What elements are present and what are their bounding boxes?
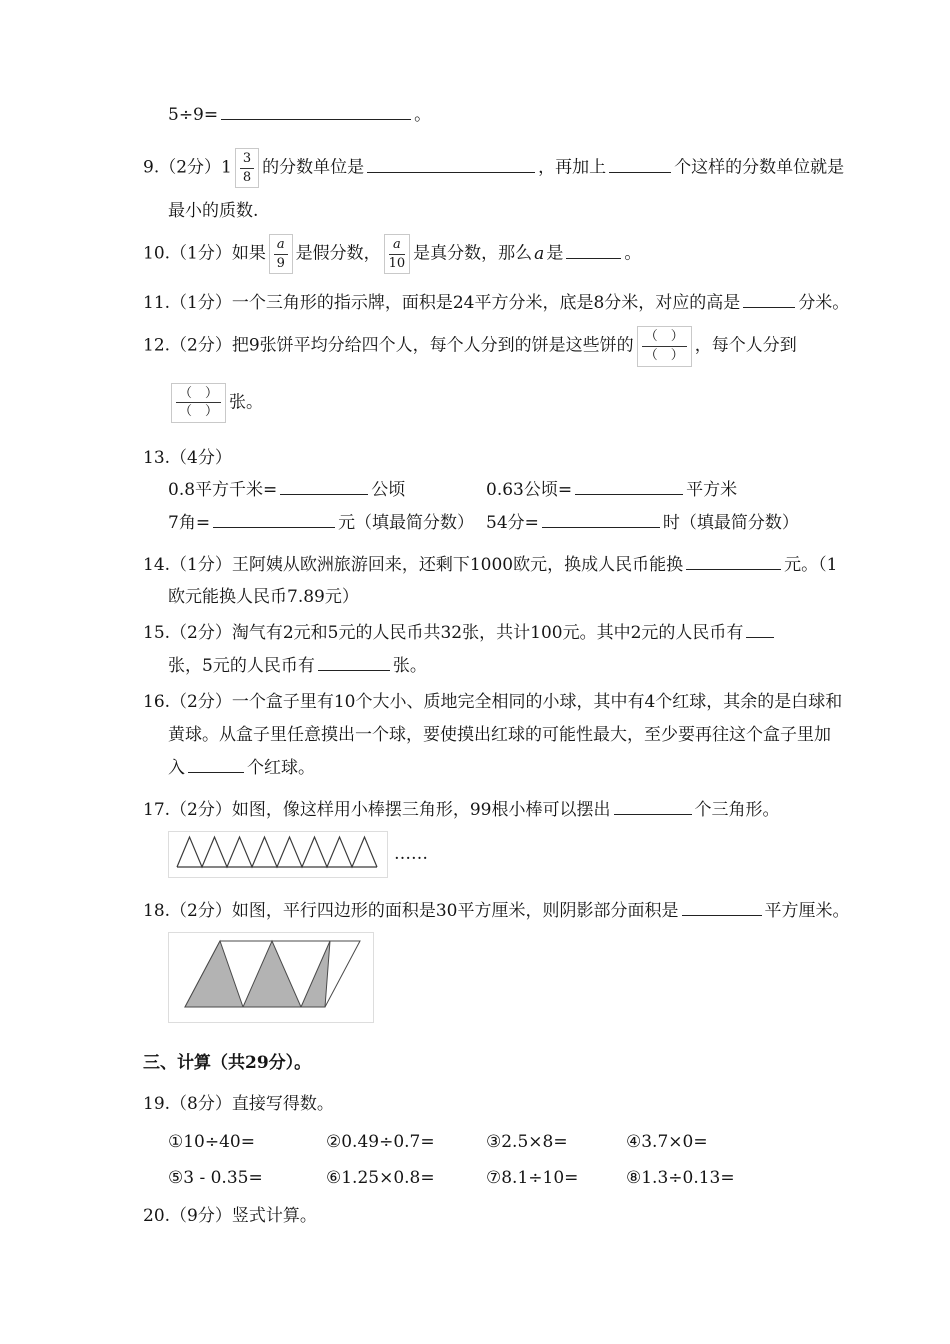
q20-number: 20.（9分） [143, 1205, 232, 1226]
q12-fraction1-numerator: （ ） [642, 329, 687, 347]
q10-variable: a [534, 243, 545, 264]
q9-text-3: 个这样的分数单位就是 [674, 157, 845, 178]
q17-answer-blank [614, 800, 692, 815]
q10-text-1: 如果 [231, 243, 266, 264]
q12-text-1: 把9张饼平均分给四个人，每个人分到的饼是这些饼的 [231, 335, 634, 356]
q12-line2 [168, 383, 890, 423]
q17-line [143, 797, 890, 823]
q9-answer-blank-2 [609, 158, 671, 173]
q13-item2-blank [575, 480, 683, 495]
q12-line1 [143, 326, 890, 366]
q19-item-6: ⑥1.25×0.8= [326, 1167, 435, 1188]
q11-text: 一个三角形的指示牌，面积是24平方分米，底是8分米，对应的高是 [231, 293, 741, 314]
q12-text-2: ，每个人分到 [694, 335, 797, 356]
q12-text-3: 张。 [229, 392, 264, 413]
q15-text-2: 张，5元的人民币有 [168, 655, 315, 676]
q15-text-3: 张。 [392, 655, 427, 676]
q10-line [143, 234, 890, 274]
q15-answer-blank-1 [746, 623, 774, 638]
q13-number: 13.（4分） [143, 447, 232, 468]
q10-answer-blank [566, 244, 621, 259]
q13-item4-unit: 时（填最简分数） [662, 512, 799, 533]
q19-item-3: ③2.5×8= [486, 1131, 568, 1152]
triangle-strip-figure [168, 831, 388, 878]
q18-figure-row [168, 932, 890, 1023]
q16-line3 [168, 755, 890, 781]
q11-number: 11.（1分） [143, 293, 232, 314]
q19-number: 19.（8分） [143, 1093, 232, 1114]
q12-fraction1-denominator: （ ） [644, 347, 684, 363]
parallelogram-figure [168, 932, 374, 1023]
q14-line2 [168, 584, 890, 610]
q19-item-4: ④3.7×0= [626, 1131, 708, 1152]
q19-item-7: ⑦8.1÷10= [486, 1167, 579, 1188]
q16-text-1: 一个盒子里有10个大小、质地完全相同的小球，其中有4个红球，其余的是白球和 [231, 691, 843, 712]
q9-whole: 1 [221, 157, 232, 178]
q13-item4-blank [542, 513, 660, 528]
q14-text-2: 元。（1 [784, 554, 838, 575]
q13-item2-unit: 平方米 [686, 479, 738, 500]
q10-fraction-1 [269, 234, 293, 274]
q18-number: 18.（2分） [143, 900, 232, 921]
q17-number: 17.（2分） [143, 799, 232, 820]
q11-unit: 分米。 [798, 293, 850, 314]
q13-number-line [143, 445, 890, 471]
section3-title: 三、计算（共29分）。 [143, 1052, 312, 1073]
q8-period: 。 [414, 105, 432, 125]
q20-title: 竖式计算。 [231, 1205, 317, 1226]
q8-line [168, 102, 890, 128]
q18-text-1: 如图，平行四边形的面积是30平方厘米，则阴影部分面积是 [231, 900, 679, 921]
q16-text-2: 黄球。从盒子里任意摸出一个球，要使摸出红球的可能性最大，至少要再往这个盒子里加 [168, 724, 831, 745]
q16-line2 [168, 722, 890, 748]
q14-text-3: 欧元能换人民币7.89元） [168, 586, 359, 607]
q19-item-5: ⑤3 - 0.35= [168, 1167, 263, 1188]
q19-heading [143, 1091, 890, 1117]
q10-text-4: 是 [546, 243, 564, 264]
q9-text-4: 最小的质数. [168, 201, 259, 222]
q13-item3-text: 7角= [168, 512, 211, 533]
q16-text-3: 入 [168, 757, 185, 778]
q19-row2 [168, 1165, 890, 1191]
q13-item2-text: 0.63公顷= [486, 479, 573, 500]
q9-fraction-numerator: 3 [240, 151, 254, 169]
q19-item-2: ②0.49÷0.7= [326, 1131, 435, 1152]
q10-fraction1-denominator: 9 [276, 255, 285, 271]
q14-number: 14.（1分） [143, 554, 232, 575]
q18-answer-blank [682, 901, 762, 916]
q15-line1 [143, 620, 890, 646]
q20-heading [143, 1203, 890, 1229]
q10-text-3: 是真分数，那么 [413, 243, 533, 264]
triangle-strip-svg [175, 834, 381, 870]
q13-item1-blank [280, 480, 368, 495]
q12-fraction-1 [637, 326, 692, 366]
q16-number: 16.（2分） [143, 691, 232, 712]
q9-line1 [143, 148, 890, 188]
q9-text-1: 的分数单位是 [262, 157, 365, 178]
q13-item4-text: 54分= [486, 512, 539, 533]
q19-row1 [168, 1129, 890, 1155]
q13-item3-blank [213, 513, 335, 528]
q13-item-3 [168, 510, 486, 536]
q13-item1-text: 0.8平方千米= [168, 479, 278, 500]
q13-item-4 [486, 510, 799, 536]
q14-line1 [143, 552, 890, 578]
q17-figure-row [168, 831, 890, 878]
q11-answer-blank [743, 293, 795, 308]
q9-fraction-denominator: 8 [242, 169, 252, 185]
q10-fraction2-numerator: a [389, 237, 406, 255]
q15-line2 [168, 653, 890, 679]
q16-line1 [143, 689, 890, 715]
q13-item3-unit: 元（填最简分数） [338, 512, 475, 533]
q10-period: 。 [624, 243, 642, 264]
q9-line2 [168, 198, 890, 224]
q9-fraction [235, 148, 259, 188]
q9-text-2: ，再加上 [538, 157, 607, 178]
q19-title: 直接写得数。 [231, 1093, 334, 1114]
q12-fraction2-denominator: （ ） [179, 404, 219, 420]
q17-ellipsis: …… [394, 844, 428, 865]
q15-answer-blank-2 [318, 656, 390, 671]
parallelogram-svg [175, 935, 367, 1015]
q19-item-1: ①10÷40= [168, 1131, 255, 1152]
q17-text-1: 如图，像这样用小棒摆三角形，99根小棒可以摆出 [231, 799, 611, 820]
q13-item-1 [168, 477, 486, 503]
q8-answer-blank [221, 105, 411, 120]
q17-text-2: 个三角形。 [694, 799, 780, 820]
q10-number: 10.（1分） [143, 243, 232, 264]
q19-item-8: ⑧1.3÷0.13= [626, 1167, 735, 1188]
q9-number: 9.（2分） [143, 157, 222, 178]
q10-fraction1-numerator: a [274, 237, 288, 255]
q18-line [143, 898, 890, 924]
q12-fraction-2 [171, 383, 226, 423]
q16-answer-blank [188, 758, 244, 773]
q9-answer-blank-1 [367, 158, 535, 173]
q15-number: 15.（2分） [143, 622, 232, 643]
q18-text-2: 平方厘米。 [764, 900, 850, 921]
q13-item1-unit: 公顷 [371, 479, 406, 500]
q10-fraction-2 [384, 234, 411, 274]
q12-number: 12.（2分） [143, 335, 232, 356]
q15-text-1: 淘气有2元和5元的人民币共32张，共计100元。其中2元的人民币有 [231, 622, 744, 643]
q11-line [143, 290, 890, 316]
q13-item-2 [486, 477, 737, 503]
q12-fraction2-numerator: （ ） [176, 386, 221, 404]
section3-heading [143, 1049, 890, 1077]
q14-text-1: 王阿姨从欧洲旅游回来，还剩下1000欧元，换成人民币能换 [231, 554, 684, 575]
q10-text-2: 是假分数， [295, 243, 381, 264]
q13-row2 [168, 510, 890, 536]
q14-answer-blank [686, 555, 781, 570]
q8-text: 5÷9= [168, 105, 219, 125]
q13-row1 [168, 477, 890, 503]
q10-fraction2-denominator: 10 [388, 255, 406, 271]
q16-text-4: 个红球。 [247, 757, 315, 778]
